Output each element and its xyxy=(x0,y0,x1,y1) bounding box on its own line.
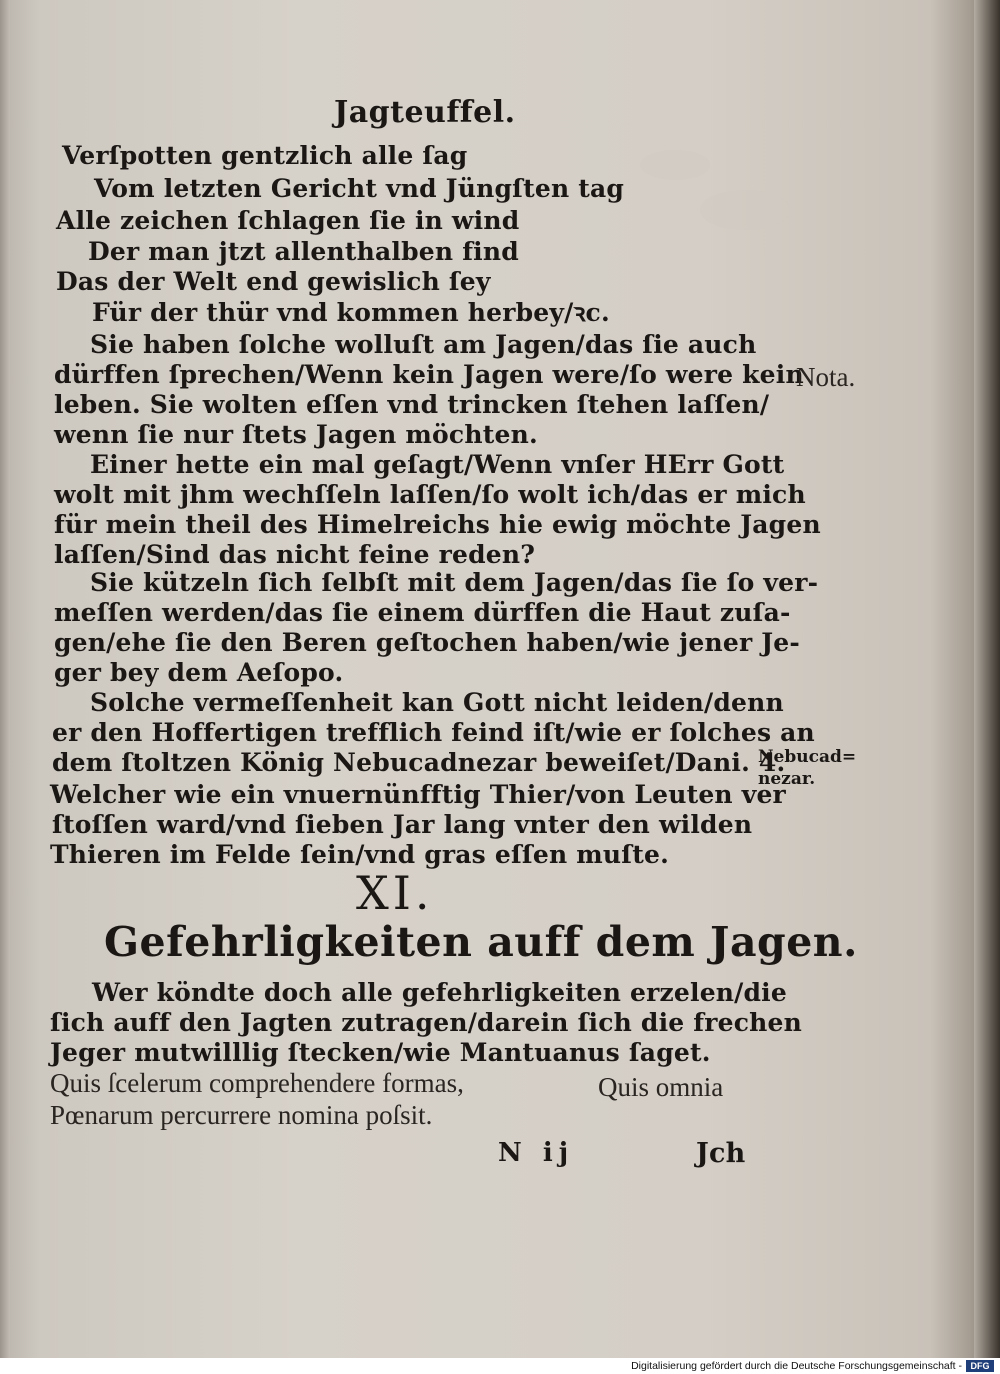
prose-line: dem ſtoltzen König Nebucadnezar beweiſet/Dani. 4. xyxy=(52,748,786,777)
verse-line: Für der thür vnd kommen herbey/ꝛc. xyxy=(92,298,610,327)
prose-line: ger bey dem Aeſopo. xyxy=(54,658,344,687)
margin-note-nebucad: nezar. xyxy=(758,769,816,789)
prose-line: Thieren im Felde ſein/vnd gras eſſen muſte. xyxy=(50,840,669,869)
paper-stain xyxy=(700,190,790,230)
prose-line: laſſen/Sind das nicht feine reden? xyxy=(54,540,536,569)
margin-note-nota: Nota. xyxy=(796,362,856,392)
prose-line: meſſen werden/das ſie einem dürffen die Haut zuſa- xyxy=(54,598,791,627)
latin-quote-line: Quis ſcelerum comprehendere formas, xyxy=(50,1068,464,1098)
prose-line: Einer hette ein mal geſagt/Wenn vnſer HErr Gott xyxy=(90,450,785,479)
prose-line: Sie haben ſolche wolluſt am Jagen/das ſie auch xyxy=(90,330,757,359)
section-line: ſich auff den Jagten zutragen/darein ſich die frechen xyxy=(50,1008,803,1037)
page-edge-left xyxy=(0,0,10,1358)
prose-line: er den Hoffertigen trefflich feind iſt/wie er ſolches an xyxy=(52,718,815,747)
prose-line: Sie kützeln ſich ſelbſt mit dem Jagen/das ſie ſo ver- xyxy=(90,568,819,597)
signature-mark: N ij xyxy=(498,1138,575,1168)
footer-credit: Digitalisierung gefördert durch die Deutsche Forschungsgemeinschaft - xyxy=(631,1360,962,1372)
prose-line: für mein theil des Himelreichs hie ewig möchte Jagen xyxy=(54,510,821,539)
prose-line: ſtoſſen ward/vnd ſieben Jar lang vnter den wilden xyxy=(52,810,753,839)
verse-line: Das der Welt end gewislich ſey xyxy=(56,267,491,296)
prose-line: wenn ſie nur ſtets Jagen möchten. xyxy=(54,420,538,449)
prose-line: Welcher wie ein vnuernünfftig Thier/von Leuten ver xyxy=(50,780,786,809)
page-edge-right xyxy=(974,0,1000,1358)
verse-line: Verſpotten gentzlich alle ſag xyxy=(62,141,468,170)
prose-line: Solche vermeſſenheit kan Gott nicht leiden/denn xyxy=(90,688,784,717)
verse-line: Vom letzten Gericht vnd Jüngſten tag xyxy=(94,174,625,203)
prose-line: gen/ehe ſie den Beren geſtochen haben/wie jener Je- xyxy=(54,628,800,657)
section-line: Jeger mutwilllig ſtecken/wie Mantuanus ſaget. xyxy=(50,1038,711,1067)
paper-stain xyxy=(640,150,710,180)
chapter-number: XI. xyxy=(356,866,434,920)
prose-line: dürffen ſprechen/Wenn kein Jagen were/ſo were kein xyxy=(54,360,804,389)
margin-note-nebucad: Nebucad= xyxy=(758,747,857,767)
verse-line: Der man jtzt allenthalben find xyxy=(88,237,519,266)
verse-line: Alle zeichen ſchlagen ſie in wind xyxy=(56,206,520,235)
section-title: Gefehrligkeiten auff dem Jagen. xyxy=(104,918,858,966)
section-line: Wer köndte doch alle gefehrligkeiten erzelen/die xyxy=(92,978,787,1007)
latin-quote-line: Quis omnia xyxy=(598,1072,724,1102)
catchword: Jch xyxy=(696,1138,746,1169)
latin-quote-line: Pœnarum percurrere nomina poſsit. xyxy=(50,1100,433,1130)
prose-line: wolt mit jhm wechſſeln laſſen/ſo wolt ich/das er mich xyxy=(54,480,806,509)
running-head: Jagteuffel. xyxy=(334,95,516,130)
prose-line: leben. Sie wolten eſſen vnd trincken ſtehen laſſen/ xyxy=(54,390,770,419)
dfg-logo-icon: DFG xyxy=(966,1360,994,1372)
